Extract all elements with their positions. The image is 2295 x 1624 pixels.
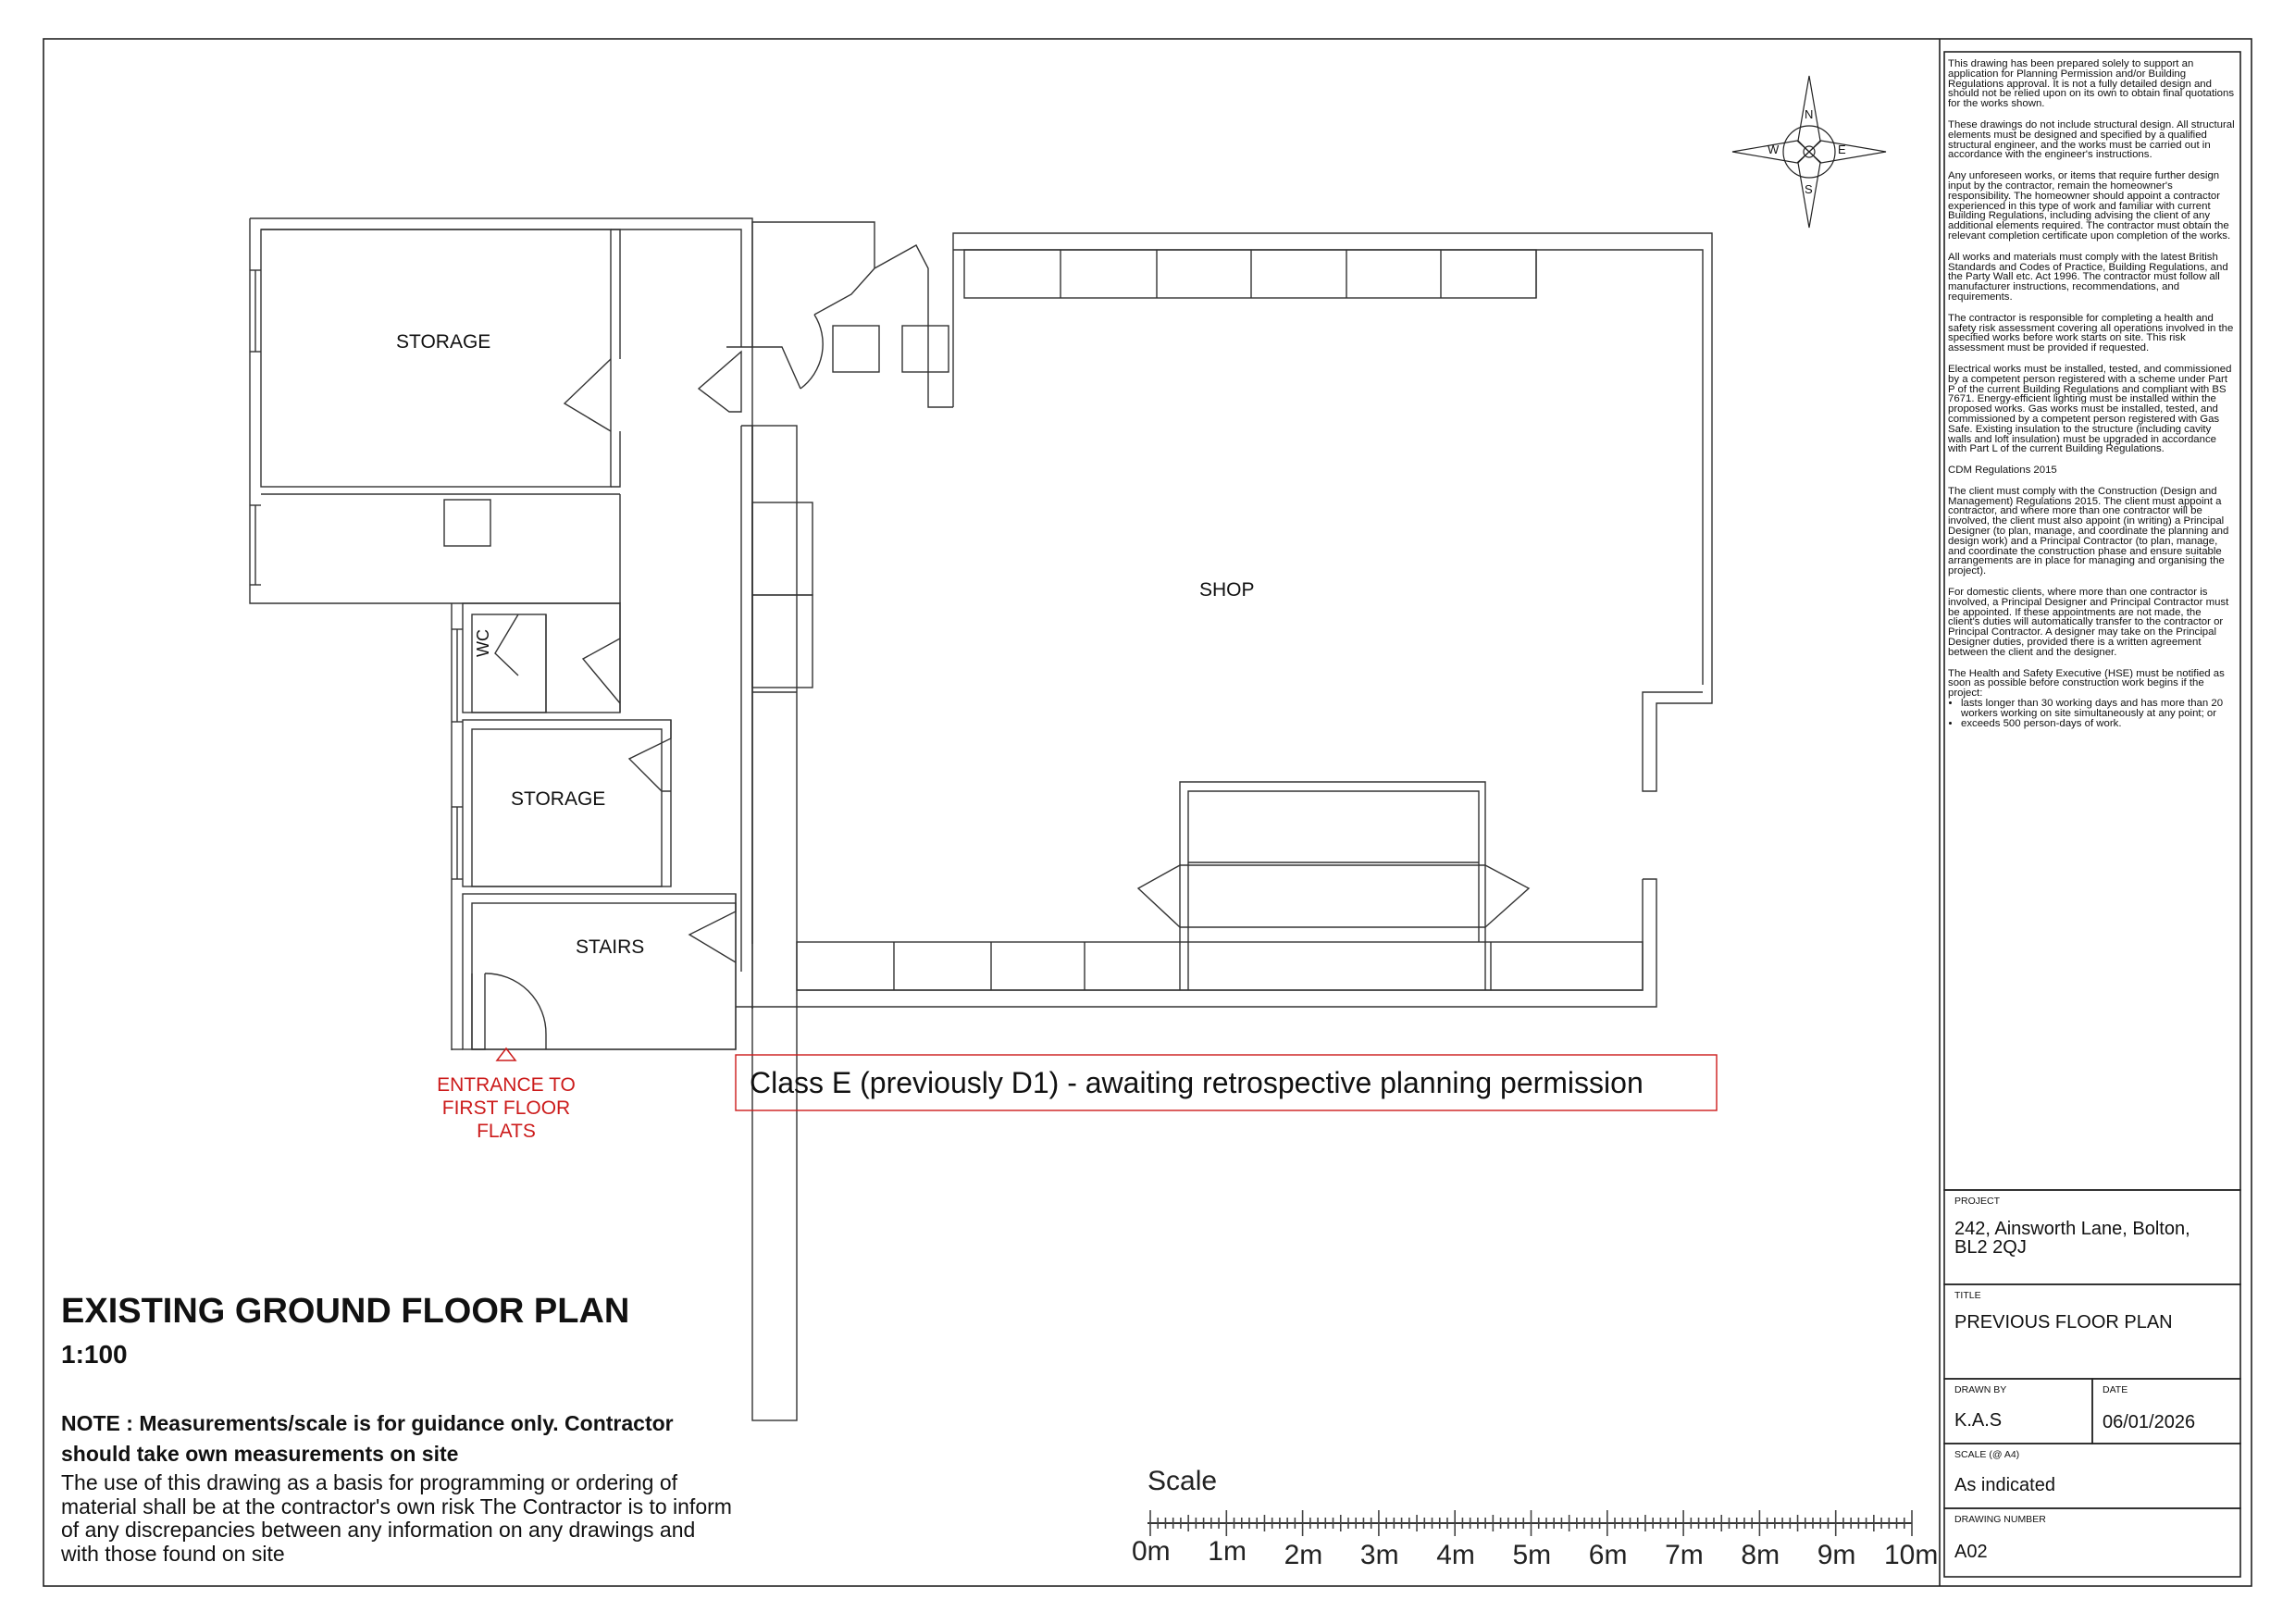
drawn-by-caption: DRAWN BY [1954,1384,2007,1395]
drawing-number-value: A02 [1954,1542,1988,1562]
drawing-scale: 1:100 [61,1340,128,1369]
scale-caption: SCALE (@ A4) [1954,1449,2020,1460]
scale-label: 10m [1884,1540,1939,1570]
drawn-by-value: K.A.S [1954,1410,2003,1431]
disclaimer-text [61,1471,732,1566]
scale-label: 3m [1359,1540,1399,1570]
note-paragraph-6: Electrical works must be installed, tested, and commissioned by a competent person registered with a scheme under Part P of the current Building Regulations and compliant with BS 7671. Energy-efficient lighting must be installed within the proposed works. Gas works must be installed, tested, and commissioned by a competent person registered with Gas Safe. Existing insulation to the structure (including cavity walls and loft insulation) must be upgraded in accordance with Part L of the current Building Regulations. [1948,363,2232,455]
note-paragraph-2: These drawings do not include structural design. All structural elements must be designed and specified by a qualified structural engineer, and the works must be carried out in accordance with the engineer's instructions. [1948,118,2235,161]
date-value: 06/01/2026 [2103,1412,2196,1432]
note-paragraph-3: Any unforeseen works, or items that require further design input by the contractor, remain the homeowner's responsibility. The homeowner should appoint a contractor experienced in this type of work and familiar with current Building Regulations, including advising the client of any additional elements required. The contractor must obtain the relevant completion certificate upon completion of the works. [1948,170,2231,242]
scale-bar-ticks [1150,1510,1912,1536]
scale-label: 4m [1436,1540,1475,1570]
guidance-note [61,1408,674,1469]
disclaimer-line-2: material shall be at the contractor's own risk The Contractor is to inform [61,1494,732,1519]
entrance-line-2: FIRST FLOOR [441,1097,571,1119]
note-paragraph-7: CDM Regulations 2015 [1948,465,2057,477]
note-bullets [1961,699,2235,728]
project-line-1: 242, Ainsworth Lane, Bolton, [1954,1219,2190,1239]
scale-label: 5m [1512,1540,1552,1570]
note-bullet-2: • exceeds 500 person-days of work. [1961,719,2235,729]
class-note-text: Class E (previously D1) - awaiting retrospective planning permission [750,1066,1644,1099]
scale-label: 6m [1588,1540,1628,1570]
note-paragraph-9: For domestic clients, where more than one contractor is involved, a Principal Designer and Principal Contractor must be appointed. If these appointments are not made, the client's duties will automatically transfer to the contractor or Principal Contractor. A designer may take on the Principal Designer duties, provided there is a written agreement between the client and the designer. [1948,587,2229,658]
entrance-label [398,1073,614,1143]
project-value [1954,1220,2190,1257]
project-caption: PROJECT [1954,1196,2001,1207]
drawing-number-caption: DRAWING NUMBER [1954,1514,2046,1525]
note-paragraph-10: The Health and Safety Executive (HSE) must be notified as soon as possible before construction work begins if the project: [1948,667,2225,700]
room-label-storage-top: STORAGE [396,331,491,353]
note-bullet-1: • lasts longer than 30 working days and has more than 20 workers working on site simultaneously at any point; or [1961,699,2235,719]
scale-label: 2m [1284,1540,1323,1570]
compass-n: N [1805,107,1814,121]
scale-label: 1m [1208,1536,1247,1567]
note-paragraph-8: The client must comply with the Construction (Design and Management) Regulations 2015. The client must appoint a contractor, and where more than one contractor will be involved, the client must also appoint (in writing) a Principal Designer (to plan, manage, and coordinate the planning and design work) and a Principal Contractor (to plan, manage, and coordinate the construction phase and ensure suitable arrangements are in place for managing and organising the project). [1948,485,2229,577]
date-caption: DATE [2103,1384,2128,1395]
compass-e: E [1838,143,1846,156]
room-label-stairs: STAIRS [576,936,645,958]
room-label-storage-mid: STORAGE [511,788,606,810]
guidance-note-line-2: should take own measurements on site [61,1442,459,1466]
compass-w: W [1768,143,1780,156]
disclaimer-line-3: of any discrepancies between any information on any drawings and [61,1518,696,1542]
sheet-border [43,39,2252,1586]
note-paragraph-4: All works and materials must comply with the latest British Standards and Codes of Practice, Building Regulations, and the Party Wall etc. Act 1996. The contractor must follow all manufacturer instructions, recommendations, and requirements. [1948,251,2228,303]
room-label-shop: SHOP [1199,579,1255,601]
room-label-wc: WC [474,629,492,657]
compass-rose-icon [1732,76,1886,228]
disclaimer-line-1: The use of this drawing as a basis for programming or ordering of [61,1470,678,1494]
scale-value: As indicated [1954,1475,2055,1495]
title-value: PREVIOUS FLOOR PLAN [1954,1312,2173,1333]
scale-label: 0m [1132,1536,1171,1567]
scale-label: 8m [1741,1540,1780,1570]
note-paragraph-1: This drawing has been prepared solely to support an application for Planning Permission and/or Building Regulations approval. It is not a fully detailed design and should not be relied upon on its own to obtain final quotations for the works shown. [1948,58,2235,110]
entrance-line-3: FLATS [477,1121,536,1142]
project-line-2: BL2 2QJ [1954,1237,2027,1258]
floor-plan [250,218,1712,1420]
scale-label: 7m [1665,1540,1704,1570]
scale-label: 9m [1817,1540,1856,1570]
drawing-title: EXISTING GROUND FLOOR PLAN [61,1292,630,1331]
entrance-line-1: ENTRANCE TO [437,1074,576,1096]
storage-unit [444,500,490,546]
compass-s: S [1805,182,1813,196]
disclaimer-line-4: with those found on site [61,1541,285,1566]
guidance-note-line-1: NOTE : Measurements/scale is for guidance only. Contractor [61,1411,674,1435]
note-paragraph-5: The contractor is responsible for completing a health and safety risk assessment covering all operations involved in the specified works before work starts on site. This risk assessment must be provided if requested. [1948,312,2234,354]
entrance-marker-icon [497,1048,515,1060]
scale-bar-title: Scale [1148,1466,1218,1496]
side-notes [1948,59,2235,728]
title-caption: TITLE [1954,1290,1981,1301]
